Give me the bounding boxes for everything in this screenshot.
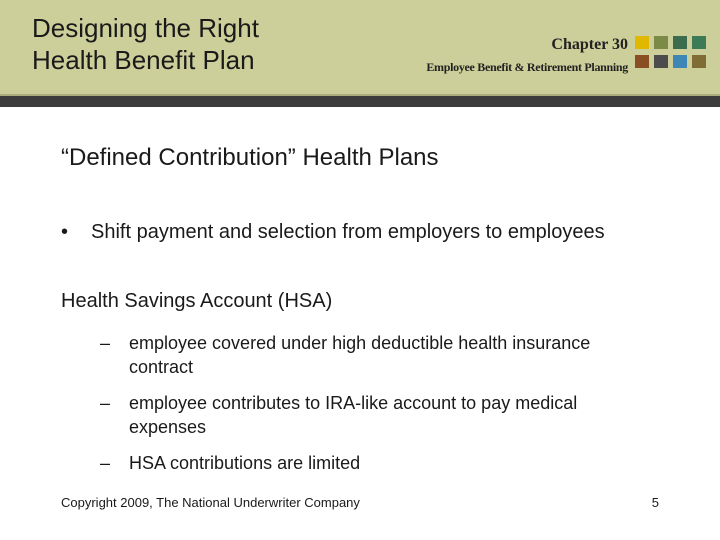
copyright-footer: Copyright 2009, The National Underwriter Company [61,495,360,510]
dash-marker: – [100,393,111,413]
decor-square [654,36,668,49]
slide-title: “Defined Contribution” Health Plans [61,144,439,171]
decor-square [635,55,649,68]
decor-square [673,55,687,68]
decor-square [654,55,668,68]
decor-square [673,36,687,49]
sub-item-text: employee contributes to IRA-like account to pay medical expenses [129,393,578,437]
section-heading: Health Savings Account (HSA) [61,290,333,312]
presentation-title-line-2: Health Benefit Plan [32,45,255,75]
presentation-title-line-1: Designing the Right [32,13,259,43]
decorative-squares [635,36,715,74]
sub-item-text: employee covered under high deductible health insurance contract [129,333,591,377]
sub-item-text: HSA contributions are limited [129,453,361,473]
decor-square [635,36,649,49]
header-divider-band [0,96,720,107]
dash-marker: – [100,453,111,473]
dash-marker: – [100,333,111,353]
bullet-text: Shift payment and selection from employers to employees [91,221,605,243]
decor-square [692,55,706,68]
chapter-label: Chapter 30 [551,36,628,53]
decor-square [692,36,706,49]
bullet-marker: • [61,221,69,243]
header-banner [0,0,720,96]
page-number: 5 [651,495,659,510]
presentation-title [32,12,332,76]
book-subtitle: Employee Benefit & Retirement Planning [426,60,628,74]
